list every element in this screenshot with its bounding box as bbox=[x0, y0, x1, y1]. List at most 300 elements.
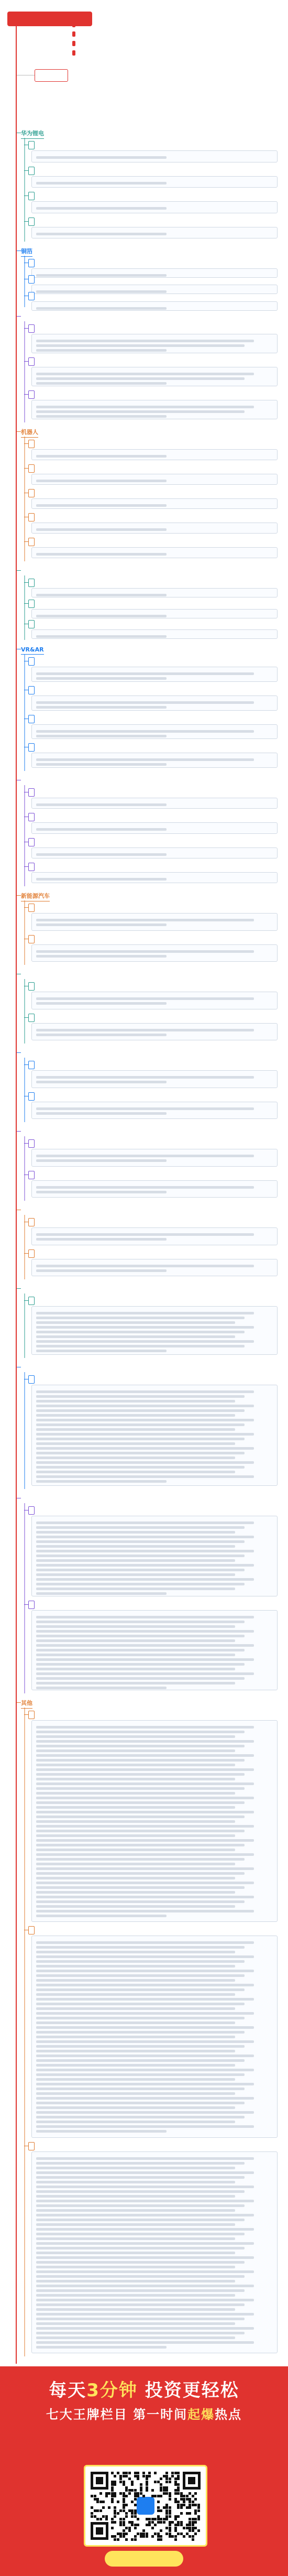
note-text-placeholder bbox=[36, 1806, 235, 1809]
qr-module bbox=[123, 2498, 125, 2501]
note-text-placeholder bbox=[36, 1107, 254, 1110]
note-text-placeholder bbox=[36, 706, 167, 709]
note-text-placeholder bbox=[36, 950, 254, 953]
note-text-placeholder bbox=[36, 730, 254, 733]
stock-node bbox=[28, 1297, 35, 1305]
note-text-placeholder bbox=[36, 2106, 235, 2109]
note-text-placeholder bbox=[36, 2073, 245, 2076]
qr-module bbox=[123, 2532, 125, 2535]
qr-module bbox=[194, 2509, 197, 2512]
stock-node bbox=[28, 141, 35, 149]
qr-module bbox=[180, 2498, 183, 2501]
note-text-placeholder bbox=[36, 1461, 254, 1464]
note-text-placeholder bbox=[36, 1466, 245, 1469]
qr-module bbox=[177, 2504, 180, 2506]
note-text-placeholder bbox=[36, 1820, 235, 1823]
qr-module bbox=[165, 2512, 168, 2515]
qr-module bbox=[169, 2495, 171, 2497]
stock-node bbox=[28, 863, 35, 871]
note-text-placeholder bbox=[36, 2214, 254, 2216]
qr-module bbox=[177, 2483, 180, 2486]
qr-module bbox=[111, 2483, 114, 2486]
qr-module bbox=[137, 2492, 139, 2495]
note-text-placeholder bbox=[36, 758, 254, 761]
note-text-placeholder bbox=[36, 1849, 235, 1851]
note-text-placeholder bbox=[36, 1326, 254, 1329]
note-text-placeholder bbox=[36, 2167, 235, 2169]
sector-title: 铜箔 bbox=[21, 247, 32, 257]
qr-module bbox=[123, 2535, 125, 2538]
sector-branch bbox=[21, 1048, 280, 1124]
qr-module bbox=[123, 2524, 125, 2526]
note-text-placeholder bbox=[36, 1965, 235, 1968]
qr-module bbox=[180, 2506, 183, 2509]
stock-node bbox=[28, 1926, 35, 1934]
note-text-placeholder bbox=[36, 1433, 254, 1436]
qr-module bbox=[123, 2472, 125, 2474]
qr-module bbox=[192, 2527, 194, 2529]
leader-boards-badge bbox=[72, 31, 75, 37]
qr-module bbox=[96, 2501, 99, 2503]
note-text-placeholder bbox=[36, 2336, 235, 2339]
stock-node bbox=[28, 935, 35, 943]
qr-module bbox=[146, 2524, 148, 2526]
note-text-placeholder bbox=[36, 1592, 167, 1595]
sector-connector bbox=[17, 1131, 21, 1132]
qr-module bbox=[137, 2477, 139, 2480]
qr-module bbox=[123, 2501, 125, 2503]
stock-note-box bbox=[31, 227, 278, 239]
note-text-placeholder bbox=[36, 290, 167, 293]
qr-module bbox=[157, 2506, 160, 2509]
qr-module bbox=[177, 2472, 180, 2474]
qr-module bbox=[169, 2506, 171, 2509]
stock-note-box bbox=[31, 944, 278, 962]
note-text-placeholder bbox=[36, 1345, 245, 1347]
note-text-placeholder bbox=[36, 2092, 235, 2095]
qr-module bbox=[111, 2492, 114, 2495]
scan-to-download-button[interactable] bbox=[105, 2551, 183, 2567]
note-text-placeholder bbox=[36, 1764, 235, 1766]
note-text-placeholder bbox=[36, 1034, 167, 1036]
note-text-placeholder bbox=[36, 2195, 235, 2198]
qr-module bbox=[148, 2475, 151, 2477]
stock-note-box bbox=[31, 1023, 278, 1041]
qr-module bbox=[194, 2492, 197, 2495]
sector-branch-line bbox=[24, 785, 25, 886]
qr-module bbox=[160, 2477, 162, 2480]
note-text-placeholder bbox=[36, 672, 254, 675]
note-text-placeholder bbox=[36, 1782, 254, 1785]
qr-module bbox=[131, 2483, 134, 2486]
sector-connector bbox=[17, 1052, 21, 1053]
qr-module bbox=[180, 2524, 183, 2526]
qr-module bbox=[165, 2527, 168, 2529]
qr-module bbox=[111, 2486, 114, 2489]
qr-module bbox=[186, 2527, 189, 2529]
qr-module bbox=[160, 2529, 162, 2532]
note-text-placeholder bbox=[36, 1583, 245, 1585]
stock-node bbox=[28, 838, 35, 846]
qr-module bbox=[160, 2521, 162, 2524]
stock-note-box bbox=[31, 1259, 278, 1277]
note-text-placeholder bbox=[36, 2116, 245, 2118]
qr-module bbox=[102, 2506, 105, 2509]
qr-module bbox=[114, 2481, 116, 2483]
qr-module bbox=[189, 2498, 191, 2501]
stock-note-box bbox=[31, 1720, 278, 1922]
note-text-placeholder bbox=[36, 1340, 254, 1343]
qr-module bbox=[154, 2532, 157, 2535]
stock-node bbox=[28, 813, 35, 821]
sector-branch bbox=[21, 1363, 280, 1491]
qr-module bbox=[119, 2524, 122, 2526]
qr-module bbox=[142, 2475, 145, 2477]
stock-node bbox=[28, 538, 35, 546]
qr-module bbox=[192, 2501, 194, 2503]
note-text-placeholder bbox=[36, 2294, 235, 2297]
sector-connector bbox=[17, 895, 21, 896]
note-text-placeholder bbox=[36, 615, 167, 617]
qr-module bbox=[119, 2518, 122, 2520]
qr-module bbox=[119, 2509, 122, 2512]
note-text-placeholder bbox=[36, 1900, 245, 1903]
note-text-placeholder bbox=[36, 2209, 235, 2212]
note-text-placeholder bbox=[36, 1625, 235, 1628]
note-text-placeholder bbox=[36, 528, 167, 531]
stock-note-box bbox=[31, 609, 278, 618]
stock-note-box bbox=[31, 1306, 278, 1355]
qr-module bbox=[123, 2504, 125, 2506]
qr-module bbox=[128, 2527, 131, 2529]
stock-note-box bbox=[31, 629, 278, 639]
qr-module bbox=[183, 2535, 185, 2538]
sector-branch bbox=[21, 1284, 280, 1360]
note-text-placeholder bbox=[36, 182, 167, 184]
note-text-placeholder bbox=[36, 1331, 245, 1333]
qr-module bbox=[169, 2524, 171, 2526]
stock-node bbox=[28, 192, 35, 200]
note-text-placeholder bbox=[36, 1578, 254, 1581]
qr-module bbox=[91, 2506, 93, 2509]
qr-module bbox=[111, 2527, 114, 2529]
qr-module bbox=[140, 2483, 142, 2486]
qr-module bbox=[125, 2512, 128, 2515]
qr-module bbox=[94, 2509, 96, 2512]
note-text-placeholder bbox=[36, 1400, 235, 1403]
note-text-placeholder bbox=[36, 1834, 235, 1837]
note-text-placeholder bbox=[36, 1672, 254, 1675]
qr-module bbox=[105, 2518, 108, 2520]
note-text-placeholder bbox=[36, 406, 254, 408]
stock-node bbox=[28, 788, 35, 797]
note-text-placeholder bbox=[36, 2280, 235, 2282]
note-text-placeholder bbox=[36, 1191, 167, 1193]
note-text-placeholder bbox=[36, 2050, 235, 2052]
qr-module bbox=[169, 2521, 171, 2524]
qr-module bbox=[148, 2518, 151, 2520]
note-text-placeholder bbox=[36, 415, 167, 418]
qr-module bbox=[197, 2506, 200, 2509]
qr-module bbox=[117, 2538, 119, 2541]
qr-module bbox=[177, 2532, 180, 2535]
note-text-placeholder bbox=[36, 344, 245, 347]
qr-module bbox=[131, 2481, 134, 2483]
qr-module bbox=[125, 2486, 128, 2489]
leader-section-label bbox=[35, 69, 68, 82]
qr-module bbox=[165, 2515, 168, 2518]
note-text-placeholder bbox=[36, 340, 254, 342]
qr-module bbox=[134, 2504, 137, 2506]
qr-module bbox=[134, 2498, 137, 2501]
sector-branch-line bbox=[24, 900, 25, 965]
qr-module bbox=[146, 2481, 148, 2483]
note-text-placeholder bbox=[36, 701, 254, 704]
qr-module bbox=[174, 2477, 177, 2480]
qr-module bbox=[154, 2481, 157, 2483]
qr-module bbox=[174, 2515, 177, 2518]
note-text-placeholder bbox=[36, 878, 167, 881]
qr-module bbox=[189, 2527, 191, 2529]
qr-module bbox=[117, 2532, 119, 2535]
stock-note-box bbox=[31, 1227, 278, 1245]
sector-branch bbox=[21, 891, 280, 967]
note-text-placeholder bbox=[36, 2083, 254, 2085]
qr-module bbox=[148, 2524, 151, 2526]
qr-module bbox=[137, 2518, 139, 2520]
qr-module bbox=[111, 2489, 114, 2492]
qr-module bbox=[197, 2518, 200, 2520]
qr-module bbox=[174, 2527, 177, 2529]
qr-module bbox=[174, 2483, 177, 2486]
qr-module bbox=[99, 2492, 102, 2495]
note-text-placeholder bbox=[36, 1573, 235, 1576]
qr-module bbox=[131, 2509, 134, 2512]
note-text-placeholder bbox=[36, 1687, 167, 1689]
note-text-placeholder bbox=[36, 207, 167, 210]
stock-node bbox=[28, 464, 35, 473]
qr-module bbox=[114, 2509, 116, 2512]
qr-module bbox=[189, 2492, 191, 2495]
qr-module bbox=[151, 2489, 154, 2492]
note-text-placeholder bbox=[36, 1858, 245, 1861]
stock-connector bbox=[24, 195, 28, 196]
qr-module bbox=[134, 2472, 137, 2474]
qr-module bbox=[119, 2532, 122, 2535]
note-text-placeholder bbox=[36, 1792, 235, 1795]
qr-module bbox=[140, 2532, 142, 2535]
note-text-placeholder bbox=[36, 1974, 245, 1977]
qr-module bbox=[157, 2501, 160, 2503]
note-text-placeholder bbox=[36, 1428, 235, 1431]
note-text-placeholder bbox=[36, 233, 167, 235]
note-text-placeholder bbox=[36, 2186, 254, 2188]
qr-module bbox=[140, 2489, 142, 2492]
note-text-placeholder bbox=[36, 1811, 254, 1813]
sector-branch bbox=[21, 312, 280, 425]
note-text-placeholder bbox=[36, 1350, 167, 1352]
qr-module bbox=[169, 2512, 171, 2515]
qr-module bbox=[99, 2501, 102, 2503]
qr-module bbox=[174, 2492, 177, 2495]
leader-stock bbox=[72, 21, 77, 28]
stock-node bbox=[28, 657, 35, 666]
qr-module bbox=[165, 2532, 168, 2535]
qr-module bbox=[169, 2509, 171, 2512]
qr-module bbox=[123, 2518, 125, 2520]
qr-module bbox=[146, 2489, 148, 2492]
stock-node bbox=[28, 1014, 35, 1022]
qr-module bbox=[96, 2498, 99, 2501]
stock-note-box bbox=[31, 2151, 278, 2353]
note-text-placeholder bbox=[36, 1668, 235, 1670]
note-text-placeholder bbox=[36, 2176, 245, 2179]
qr-module bbox=[134, 2538, 137, 2541]
qr-module bbox=[114, 2475, 116, 2477]
note-text-placeholder bbox=[36, 1853, 254, 1856]
stock-note-box bbox=[31, 268, 278, 278]
stock-connector bbox=[24, 907, 28, 908]
qr-module bbox=[119, 2481, 122, 2483]
note-text-placeholder bbox=[36, 2181, 235, 2183]
qr-module bbox=[123, 2529, 125, 2532]
note-text-placeholder bbox=[36, 1773, 245, 1776]
qr-module bbox=[137, 2495, 139, 2497]
stock-connector bbox=[24, 866, 28, 867]
qr-module bbox=[174, 2472, 177, 2474]
stock-note-box bbox=[31, 523, 278, 534]
qr-module bbox=[157, 2515, 160, 2518]
note-text-placeholder bbox=[36, 2223, 235, 2226]
note-text-placeholder bbox=[36, 2275, 245, 2278]
qr-module bbox=[91, 2512, 93, 2515]
qr-module bbox=[137, 2472, 139, 2474]
qr-module bbox=[177, 2524, 180, 2526]
leader-boards-badge bbox=[72, 50, 75, 56]
note-text-placeholder bbox=[36, 635, 167, 638]
qr-module bbox=[180, 2492, 183, 2495]
qr-module bbox=[163, 2506, 165, 2509]
note-text-placeholder bbox=[36, 2247, 245, 2249]
qr-module bbox=[192, 2538, 194, 2541]
stock-note-box bbox=[31, 1385, 278, 1486]
stock-node bbox=[28, 259, 35, 267]
note-text-placeholder bbox=[36, 1536, 254, 1538]
qr-module bbox=[177, 2489, 180, 2492]
qr-module bbox=[194, 2532, 197, 2535]
note-text-placeholder bbox=[36, 2007, 235, 2010]
note-text-placeholder bbox=[36, 1569, 245, 1571]
qr-module bbox=[186, 2495, 189, 2497]
stock-node bbox=[28, 579, 35, 587]
stock-node bbox=[28, 2142, 35, 2150]
stock-connector bbox=[24, 328, 28, 329]
qr-module bbox=[154, 2524, 157, 2526]
note-text-placeholder bbox=[36, 1559, 235, 1562]
sector-title: 新能源汽车 bbox=[21, 892, 50, 901]
note-text-placeholder bbox=[36, 1677, 245, 1680]
note-text-placeholder bbox=[36, 1749, 235, 1752]
stock-connector bbox=[24, 443, 28, 444]
note-text-placeholder bbox=[36, 2228, 254, 2231]
qr-module bbox=[128, 2472, 131, 2474]
note-text-placeholder bbox=[36, 1768, 254, 1771]
qr-module bbox=[197, 2515, 200, 2518]
note-text-placeholder bbox=[36, 1745, 245, 1747]
qr-module bbox=[186, 2512, 189, 2515]
qr-module bbox=[134, 2524, 137, 2526]
note-text-placeholder bbox=[36, 1816, 245, 1818]
note-text-placeholder bbox=[36, 1844, 245, 1846]
note-text-placeholder bbox=[36, 553, 167, 556]
qr-module bbox=[163, 2475, 165, 2477]
qr-module bbox=[169, 2477, 171, 2480]
qr-module bbox=[157, 2532, 160, 2535]
sector-branch-line bbox=[24, 138, 25, 242]
qr-module bbox=[148, 2472, 151, 2474]
qr-module bbox=[169, 2527, 171, 2529]
stock-note-box bbox=[31, 798, 278, 809]
note-text-placeholder bbox=[36, 2045, 245, 2048]
note-text-placeholder bbox=[36, 2332, 245, 2334]
note-text-placeholder bbox=[36, 1480, 167, 1483]
note-text-placeholder bbox=[36, 1635, 245, 1637]
note-text-placeholder bbox=[36, 923, 167, 926]
qr-module bbox=[174, 2524, 177, 2526]
qr-module bbox=[111, 2501, 114, 2503]
qr-module bbox=[177, 2492, 180, 2495]
stock-node bbox=[28, 1375, 35, 1384]
qr-module bbox=[114, 2495, 116, 2497]
qr-module bbox=[183, 2498, 185, 2501]
note-text-placeholder bbox=[36, 2031, 245, 2034]
stock-connector bbox=[24, 468, 28, 469]
qr-module bbox=[128, 2529, 131, 2532]
note-text-placeholder bbox=[36, 2121, 235, 2123]
qr-module bbox=[192, 2535, 194, 2538]
qr-module bbox=[131, 2501, 134, 2503]
promo-banner[interactable] bbox=[0, 2366, 288, 2576]
qr-module bbox=[94, 2495, 96, 2497]
qr-module bbox=[102, 2501, 105, 2503]
note-text-placeholder bbox=[36, 2157, 254, 2160]
qr-finder-pattern bbox=[91, 2472, 108, 2490]
qr-module bbox=[134, 2492, 137, 2495]
sector-branch-line bbox=[24, 979, 25, 1044]
app-logo-icon bbox=[137, 2497, 154, 2515]
sector-branch bbox=[21, 1494, 280, 1695]
qr-module bbox=[119, 2477, 122, 2480]
qr-module bbox=[165, 2486, 168, 2489]
note-text-placeholder bbox=[36, 1882, 254, 1884]
qr-code bbox=[84, 2465, 207, 2547]
note-text-placeholder bbox=[36, 1863, 235, 1865]
qr-module bbox=[163, 2492, 165, 2495]
note-text-placeholder bbox=[36, 1452, 245, 1454]
note-text-placeholder bbox=[36, 1905, 235, 1908]
qr-module bbox=[119, 2535, 122, 2538]
note-text-placeholder bbox=[36, 2204, 245, 2207]
sector-branch bbox=[21, 776, 280, 888]
sector-title: 华为锂电 bbox=[21, 129, 44, 139]
qr-module bbox=[186, 2498, 189, 2501]
qr-module bbox=[99, 2518, 102, 2520]
qr-module bbox=[160, 2535, 162, 2538]
note-text-placeholder bbox=[36, 1654, 235, 1656]
qr-module bbox=[114, 2483, 116, 2486]
note-text-placeholder bbox=[36, 156, 167, 159]
note-text-placeholder bbox=[36, 2171, 254, 2174]
